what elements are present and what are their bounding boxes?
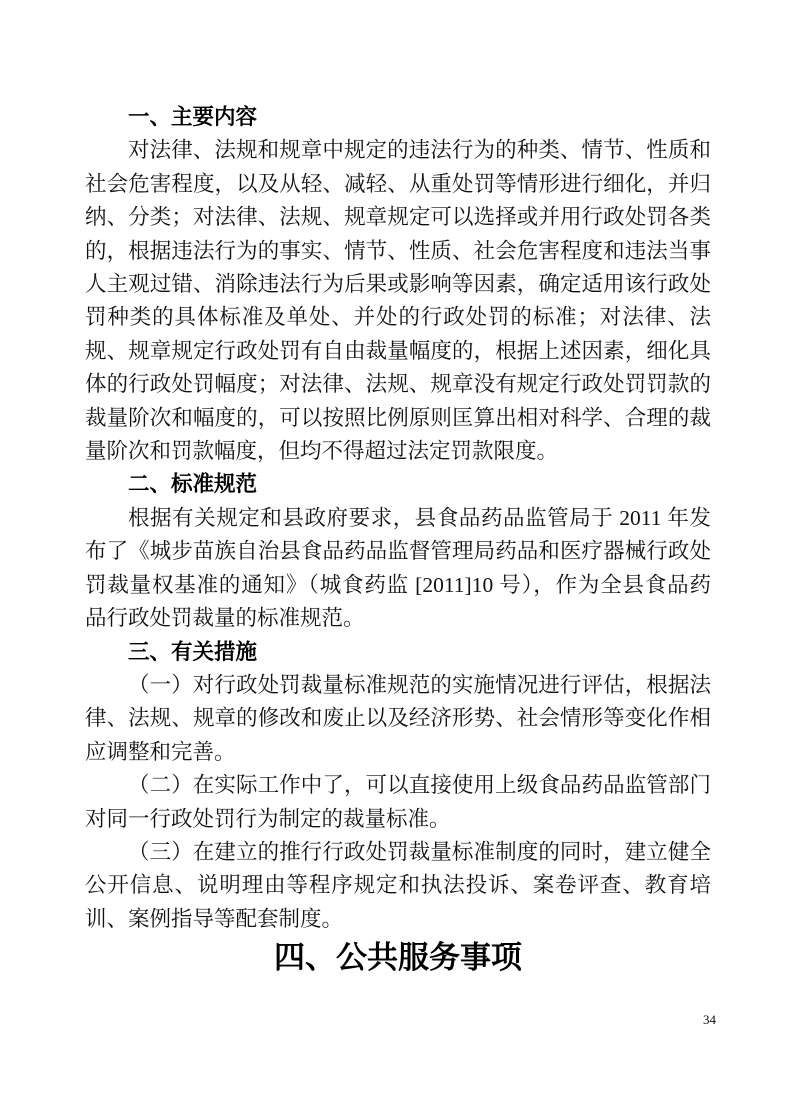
- section-2-paragraph: 根据有关规定和县政府要求，县食品药品监管局于 2011 年发布了《城步苗族自治县食品药品监督管理局药品和医疗器械行政处罚裁量权基准的通知》（城食药监 [2011]10 号），作为全县食品药品行政处罚裁量的标准规范。: [85, 505, 711, 631]
- page-number: 34: [703, 1012, 716, 1027]
- section-3-item-2: （二）在实际工作中了，可以直接使用上级食品药品监管部门对同一行政处罚行为制定的裁量标准。: [85, 773, 711, 831]
- section-3-item-1: （一）对行政处罚裁量标准规范的实施情况进行评估，根据法律、法规、规章的修改和废止以及经济形势、社会情形等变化作相应调整和完善。: [85, 672, 711, 764]
- section-1-paragraph: 对法律、法规和规章中规定的违法行为的种类、情节、性质和社会危害程度，以及从轻、减轻、从重处罚等情形进行细化，并归纳、分类；对法律、法规、规章规定可以选择或并用行政处罚各类的，根据违法行为的事实、情节、性质、社会危害程度和违法当事人主观过错、消除违法行为后果或影响等因素，确定适用该行政处罚种类的具体标准及单处、并处的行政处罚的标准；对法律、法规、规章规定行政处罚有自由裁量幅度的，根据上述因素，细化具体的行政处罚幅度；对法律、法规、规章没有规定行政处罚罚款的裁量阶次和幅度的，可以按照比例原则匡算出相对科学、合理的裁量阶次和罚款幅度，但均不得超过法定罚款限度。: [85, 138, 711, 464]
- section-3-item-3: （三）在建立的推行行政处罚裁量标准制度的同时，建立健全公开信息、说明理由等程序规定和执法投诉、案卷评查、教育培训、案例指导等配套制度。: [85, 839, 711, 931]
- section-4-heading: 四、公共服务事项: [274, 940, 522, 976]
- document-content: [85, 101, 711, 980]
- section-3-heading: 三、有关措施: [128, 639, 258, 664]
- section-1-heading: 一、主要内容: [128, 105, 258, 129]
- section-2-heading: 二、标准规范: [128, 472, 258, 497]
